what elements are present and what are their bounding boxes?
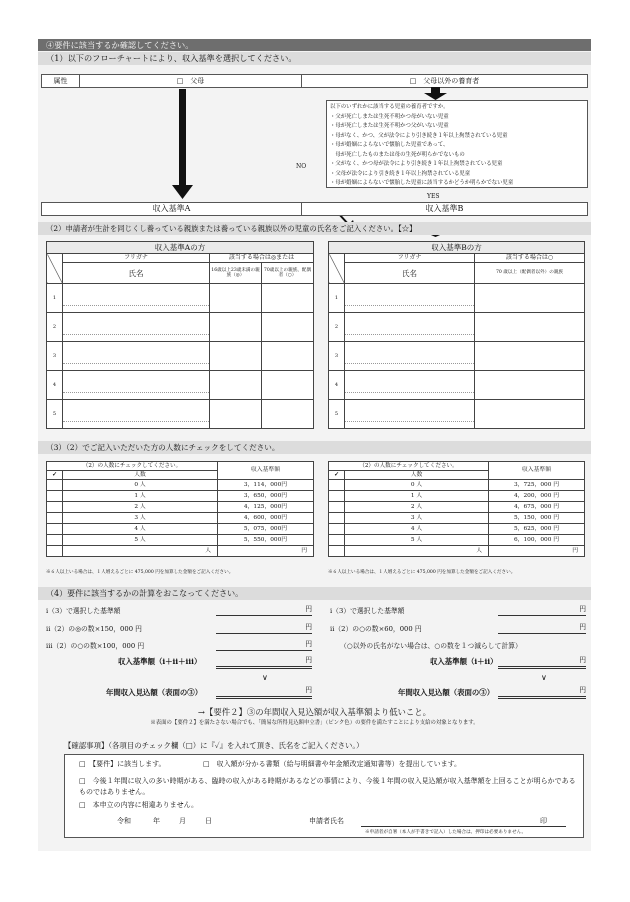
name-header: 氏名: [63, 263, 210, 284]
check-cell[interactable]: [262, 371, 314, 400]
calc-b-ii-label: ⅱ（2）の○の数×60，000 円: [330, 625, 422, 633]
over70-header: 70歳以上の親族、配偶者（○）: [262, 263, 314, 284]
parent-option[interactable]: □ 父母: [80, 75, 302, 87]
step4-title: （4）要件に該当するかの計算をおこなってください。: [38, 587, 591, 600]
amount-header: 収入基準額: [489, 462, 585, 480]
table-b-title: 収入基準Bの方: [329, 242, 585, 254]
calc-a-total-input[interactable]: [216, 656, 312, 669]
section-title: ④要件に該当するか確認してください。: [38, 39, 591, 51]
calc-a-i-label: ⅰ（3）で選択した基準額: [46, 607, 121, 615]
form-page: [38, 39, 591, 851]
date-era: 令和: [117, 817, 131, 825]
date-day[interactable]: 日: [205, 817, 212, 825]
name-header: 氏名: [345, 263, 475, 284]
calc-b-total-label: 収入基準額（ⅰ＋ⅱ）: [430, 657, 498, 666]
check-cell[interactable]: [329, 524, 345, 535]
table-b-amounts: [328, 461, 585, 557]
step3-title: （3）（2）でご記入いただいた方の人数にチェックをしてください。: [38, 441, 591, 454]
attribute-label: 属性: [42, 75, 80, 87]
amount-cell: 4，675，000 円: [489, 502, 585, 513]
count-cell: 0 人: [345, 480, 489, 491]
applies-header: 該当する場合は◎または: [210, 254, 314, 263]
amount-cell: 4，125，000円: [218, 502, 314, 513]
table-a-names: [46, 241, 314, 429]
amount-cell: 5，075，000円: [218, 524, 314, 535]
calc-b-i-label: ⅰ（3）で選択した基準額: [330, 607, 405, 615]
check-cell[interactable]: [47, 502, 63, 513]
furigana-header: フリガナ: [63, 254, 210, 263]
check-header: （2）の人数にチェックしてください。: [329, 462, 489, 471]
yen-label: 円: [305, 623, 312, 631]
calc-a-total-label: 収入基準額（ⅰ＋ⅱ＋ⅲ）: [118, 657, 202, 666]
criteria-item: ・母が死亡しまたは生死不明かつ父がいない児童: [330, 123, 449, 129]
count-cell: 2 人: [345, 502, 489, 513]
confirm-title: 【確認事項】（各項目のチェック欄（□）に『✓』を入れて頂き、氏名をご記入ください。）: [64, 741, 364, 750]
table-a-amounts: [46, 461, 314, 557]
calc-b-ii-note: （○以外の氏名がない場合は、○の数を１つ減らして計算）: [340, 642, 522, 650]
row-number: 2: [47, 313, 63, 342]
check-cell[interactable]: [210, 313, 262, 342]
diagonal-cell: [47, 254, 63, 284]
compare-symbol-b: ∨: [541, 673, 547, 682]
check-cell[interactable]: [475, 371, 585, 400]
check-cell[interactable]: [210, 371, 262, 400]
criteria-item: 母が死亡したものまたは母の生死が明らかでないもの: [330, 151, 465, 158]
check-mark-header: ✓: [47, 471, 63, 480]
check-mark-header: ✓: [329, 471, 345, 480]
count-cell[interactable]: 人: [63, 546, 218, 557]
amount-cell: 6，100，000 円: [489, 535, 585, 546]
check-cell[interactable]: [262, 284, 314, 313]
step2-title: （2）申請者が生計を同じくし養っている親族または養っている親族以外の児童の氏名をご記入ください。【☆】: [38, 222, 591, 235]
check-cell[interactable]: [210, 400, 262, 429]
step3-note-b: ※６人以上いる場合は、１人増えるごとに 475,000 円を加算した金額をご記入ください。: [328, 570, 516, 575]
applies-header: 該当する場合は○: [475, 254, 585, 263]
calc-a-iii-input[interactable]: [216, 640, 312, 651]
count-cell: 0 人: [63, 480, 218, 491]
check-cell[interactable]: [329, 491, 345, 502]
count-cell: 5 人: [63, 535, 218, 546]
seal-note: ※申請者が自署（本人が手書きで記入）した場合は、押印は必要ありません。: [365, 830, 527, 835]
count-cell: 1 人: [63, 491, 218, 502]
amount-cell: 3，114，000円: [218, 480, 314, 491]
row-number: 2: [329, 313, 345, 342]
count-cell: 3 人: [345, 513, 489, 524]
count-cell: 5 人: [345, 535, 489, 546]
check-cell[interactable]: [329, 480, 345, 491]
check-cell[interactable]: [210, 342, 262, 371]
yen-label: 円: [579, 623, 586, 631]
furigana-header: フリガナ: [345, 254, 475, 263]
date-year[interactable]: 年: [153, 817, 160, 825]
confirm-documents-checkbox[interactable]: □ 収入額が分かる書類（給与明細書や年金額改定通知書等）を提出しています。: [203, 760, 462, 768]
check-cell[interactable]: [47, 480, 63, 491]
amount-cell: 4，600，000円: [218, 513, 314, 524]
amount-cell: 5，625，000 円: [489, 524, 585, 535]
under23-header: 16歳以上23歳未満の親族（◎）: [210, 263, 262, 284]
calc-a-ii-label: ⅱ（2）の◎の数×150，000 円: [46, 625, 142, 633]
check-cell[interactable]: [475, 313, 585, 342]
check-cell[interactable]: [329, 535, 345, 546]
check-cell[interactable]: [47, 535, 63, 546]
check-cell[interactable]: [329, 513, 345, 524]
criteria-item: ・父がなく、かつ母が法令により引き続き１年以上拘禁されている児童: [330, 161, 503, 167]
yen-label: 円: [305, 640, 312, 648]
amount-header: 収入基準額: [218, 462, 314, 480]
criteria-item: ・父が死亡しまたは生死不明かつ母がいない児童: [330, 113, 449, 120]
amount-cell: 5，150，000 円: [489, 513, 585, 524]
table-b-names: [328, 241, 585, 429]
check-header: （2）の人数にチェックしてください。: [47, 462, 218, 471]
amount-cell: 3，650，000円: [218, 491, 314, 502]
row-number: 5: [47, 400, 63, 429]
amount-cell[interactable]: 円: [489, 546, 585, 557]
row-number: 1: [47, 284, 63, 313]
row-number: 3: [47, 342, 63, 371]
check-cell[interactable]: [210, 284, 262, 313]
table-a-title: 収入基準Aの方: [47, 242, 314, 254]
calc-b-i-input[interactable]: [498, 605, 586, 616]
yen-label: 円: [305, 686, 312, 694]
yes-label: YES: [427, 193, 440, 200]
criteria-box: [326, 100, 588, 188]
check-cell[interactable]: [262, 400, 314, 429]
step3-note-a: ※６人以上いる場合は、１人増えるごとに 475,000 円を加算した金額をご記入ください。: [46, 570, 234, 575]
row-number: 4: [329, 371, 345, 400]
check-cell[interactable]: [329, 502, 345, 513]
yen-label: 円: [579, 686, 586, 694]
result-row: [41, 202, 588, 216]
criteria-item: ・母が婚姻によらないで懐胎した児童に該当するかどうか明らかでない児童: [330, 180, 514, 186]
row-number: 1: [329, 284, 345, 313]
step1-title: （1）以下のフローチャートにより、収入基準を選択してください。: [38, 52, 591, 65]
check-cell[interactable]: [475, 284, 585, 313]
amount-cell: 4，200，000 円: [489, 491, 585, 502]
confirm-truth-checkbox[interactable]: □ 本申立の内容に相違ありません。: [79, 801, 199, 809]
criteria-item: ・母がなく、かつ、父が法令により引き続き１年以上拘禁されている児童: [330, 132, 508, 139]
calc-b-total-input[interactable]: [498, 656, 586, 669]
attribute-row: [41, 74, 588, 88]
count-header: 人数: [345, 471, 489, 480]
applicant-name-input[interactable]: [361, 817, 566, 827]
check-cell[interactable]: [47, 513, 63, 524]
row-number: 5: [329, 400, 345, 429]
count-cell: 2 人: [63, 502, 218, 513]
check-cell[interactable]: [475, 400, 585, 429]
confirm-requirement-checkbox[interactable]: □ 【要件】に該当します。: [79, 760, 166, 768]
conclusion-main: →【要件２】③の年間収入見込額が収入基準額より低いこと。: [197, 707, 432, 717]
count-cell: 1 人: [345, 491, 489, 502]
over70-header: 70 歳以上（配偶者以外）の親族: [475, 263, 585, 284]
count-cell: 4 人: [345, 524, 489, 535]
calc-a-i-input[interactable]: [216, 605, 312, 616]
yen-label: 円: [579, 656, 586, 664]
count-cell: 3 人: [63, 513, 218, 524]
diagonal-cell: [329, 254, 345, 284]
check-cell[interactable]: [47, 491, 63, 502]
calc-b-ii-input[interactable]: [498, 623, 586, 634]
confirm-box: [64, 754, 584, 838]
calc-b-annual-input[interactable]: [498, 686, 586, 699]
conclusion-note: ※表面の【要件２】を満たさない場合でも、「簡易な所得見込額申立書」（ピンク色）の要件を満たすことにより支給の対象となります。: [150, 720, 479, 726]
check-cell[interactable]: [47, 524, 63, 535]
amount-cell: 5，550，000円: [218, 535, 314, 546]
calc-b-annual-label: 年間収入見込額（表面の③）: [398, 688, 495, 697]
result-b: 収入基準B: [425, 204, 464, 213]
check-cell[interactable]: [475, 342, 585, 371]
amount-cell: 3，725，000 円: [489, 480, 585, 491]
check-cell[interactable]: [329, 546, 345, 557]
check-cell[interactable]: [262, 342, 314, 371]
row-number: 4: [47, 371, 63, 400]
compare-symbol-a: ∨: [262, 673, 268, 682]
applicant-name-label: 申請者氏名: [309, 817, 344, 825]
count-cell: 4 人: [63, 524, 218, 535]
calc-a-ii-input[interactable]: [216, 623, 312, 634]
other-caregiver-option[interactable]: □ 父母以外の養育者: [409, 77, 480, 85]
row-number: 3: [329, 342, 345, 371]
amount-cell[interactable]: 円: [218, 546, 314, 557]
calc-a-iii-label: ⅲ（2）の○の数×100，000 円: [46, 642, 145, 650]
count-header: 人数: [63, 471, 218, 480]
seal-mark: 印: [540, 817, 547, 825]
check-cell[interactable]: [262, 313, 314, 342]
criteria-item: ・父母が法令により引き続き１年以上拘禁されている児童: [330, 170, 471, 177]
calc-a-annual-label: 年間収入見込額（表面の③）: [106, 688, 203, 697]
no-label: NO: [296, 163, 307, 170]
yen-label: 円: [305, 605, 312, 613]
date-month[interactable]: 月: [179, 817, 186, 825]
yen-label: 円: [305, 656, 312, 664]
criteria-item: ・母が婚姻によらないで懐胎した児童であって、: [330, 142, 449, 148]
check-cell[interactable]: [47, 546, 63, 557]
confirm-income-checkbox[interactable]: □ 今後１年間に収入の多い時期がある、臨時の収入がある時期があるなどの事情により、今後１年間の収入見込額が収入基準額を上回ることが明らかであるものではありません。: [79, 777, 576, 796]
calc-a-annual-input[interactable]: [216, 686, 312, 699]
count-cell[interactable]: 人: [345, 546, 489, 557]
criteria-intro: 以下のいずれかに該当する児童の養育者ですか。: [330, 104, 449, 110]
result-a: 収入基準A: [42, 203, 302, 215]
yen-label: 円: [579, 605, 586, 613]
